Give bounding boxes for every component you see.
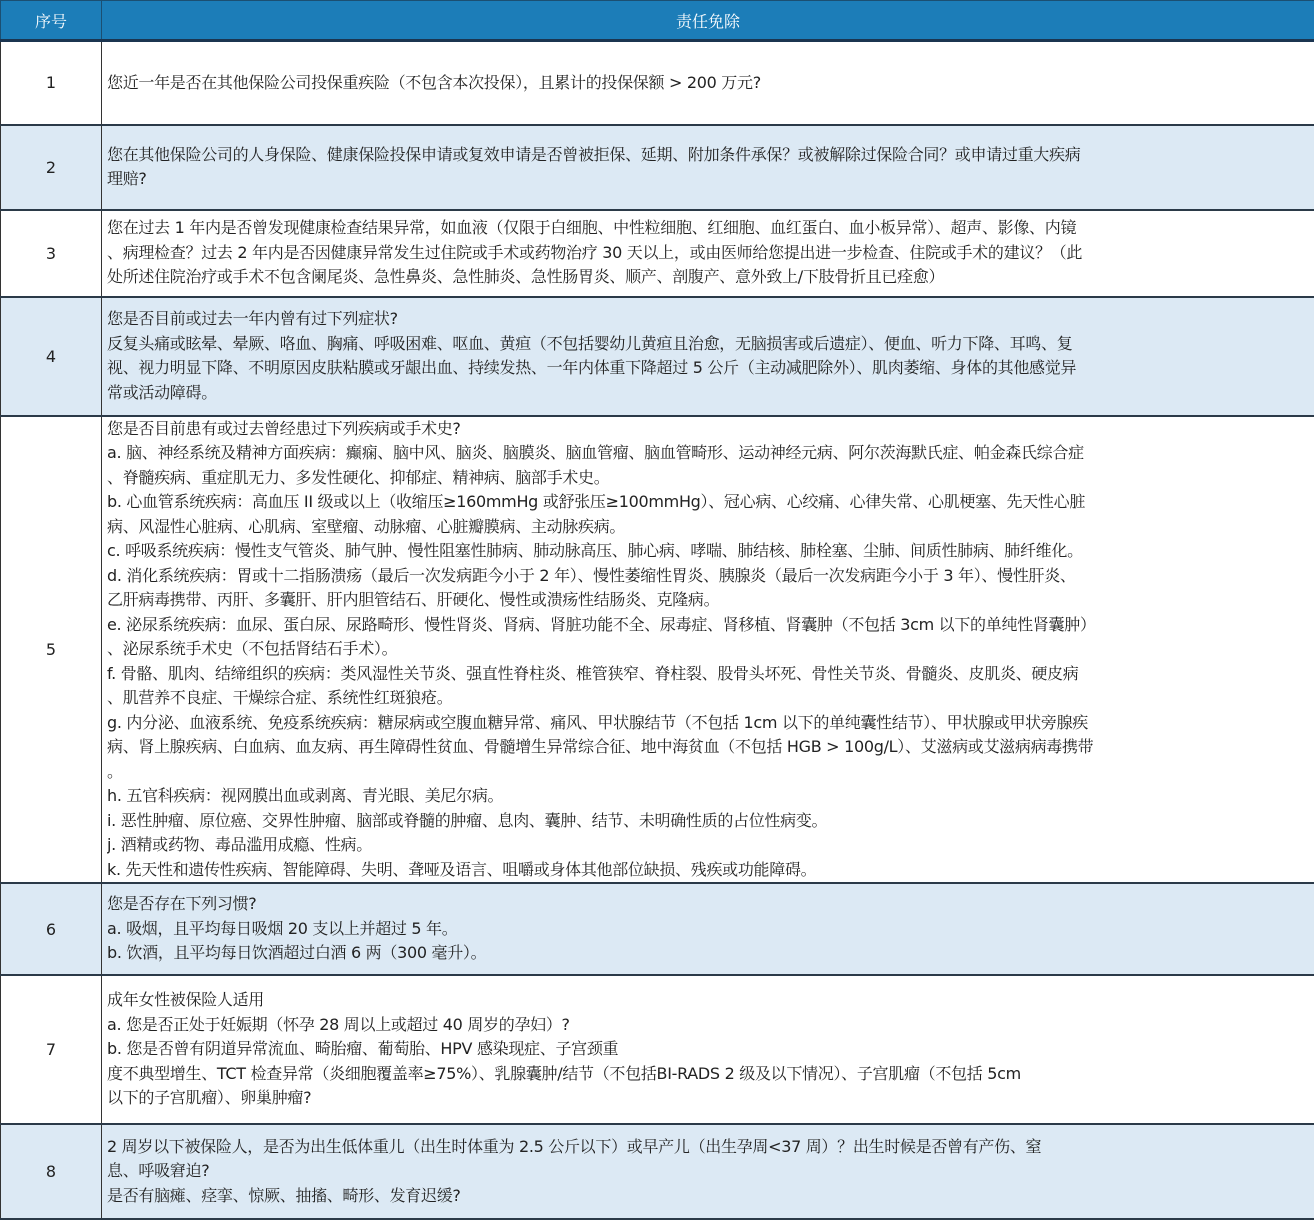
table-row (1, 1124, 1314, 1219)
content-line: 乙肝病毒携带、丙肝、多囊肝、肝内胆管结石、肝硬化、慢性或溃疡性结肠炎、克隆病。 (107, 588, 1310, 613)
content-line: b. 饮酒，且平均每日饮酒超过白酒 6 两（300 毫升）。 (107, 941, 1310, 966)
table-row (1, 41, 1314, 125)
table-row (1, 125, 1314, 210)
content-line: a. 脑、神经系统及精神方面疾病：癫痫、脑中风、脑炎、脑膜炎、脑血管瘤、脑血管畸形、运动神经元病、阿尔茨海默氏症、帕金森氏综合症 (107, 441, 1310, 466)
row-content (102, 297, 1314, 416)
content-line: j. 酒精或药物、毒品滥用成瘾、性病。 (107, 833, 1310, 858)
row-content (102, 975, 1314, 1124)
table-row (1, 975, 1314, 1124)
content-line: b. 您是否曾有阴道异常流血、畸胎瘤、葡萄胎、HPV 感染现症、子宫颈重 (107, 1037, 1310, 1062)
content-line: 反复头痛或眩晕、晕厥、咯血、胸痛、呼吸困难、呕血、黄疸（不包括婴幼儿黄疸且治愈，无脑损害或后遗症）、便血、听力下降、耳鸣、复 (107, 332, 1310, 357)
content-line: c. 呼吸系统疾病：慢性支气管炎、肺气肿、慢性阻塞性肺病、肺动脉高压、肺心病、哮喘、肺结核、肺栓塞、尘肺、间质性肺病、肺纤维化。 (107, 539, 1310, 564)
table-body (1, 41, 1314, 1220)
row-number: 5 (1, 416, 102, 884)
content-line: b. 心血管系统疾病：高血压 II 级或以上（收缩压≥160mmHg 或舒张压≥100mmHg）、冠心病、心绞痛、心律失常、心肌梗塞、先天性心脏 (107, 490, 1310, 515)
row-number: 1 (1, 41, 102, 125)
row-content (102, 210, 1314, 297)
row-number: 8 (1, 1124, 102, 1219)
content-line: 处所述住院治疗或手术不包含阑尾炎、急性鼻炎、急性肺炎、急性肠胃炎、顺产、剖腹产、意外致上/下肢骨折且已痊愈） (107, 265, 1310, 290)
content-line: g. 内分泌、血液系统、免疫系统疾病：糖尿病或空腹血糖异常、痛风、甲状腺结节（不包括 1cm 以下的单纯囊性结节）、甲状腺或甲状旁腺疾 (107, 711, 1310, 736)
row-content (102, 125, 1314, 210)
content-line: 度不典型增生、TCT 检查异常（炎细胞覆盖率≥75%）、乳腺囊肿/结节（不包括BI-RADS 2 级及以下情况）、子宫肌瘤（不包括 5cm (107, 1062, 1310, 1087)
row-content (102, 416, 1314, 884)
row-number: 7 (1, 975, 102, 1124)
content-line: 理赔? (107, 167, 1310, 192)
content-line: 您在其他保险公司的人身保险、健康保险投保申请或复效申请是否曾被拒保、延期、附加条件承保？或被解除过保险合同？或申请过重大疾病 (107, 143, 1310, 168)
content-line: 您是否存在下列习惯? (107, 892, 1310, 917)
content-line: a. 您是否正处于妊娠期（怀孕 28 周以上或超过 40 周岁的孕妇）? (107, 1013, 1310, 1038)
row-number: 6 (1, 883, 102, 975)
header-serial-number: 序号 (1, 1, 102, 41)
content-line: 以下的子宫肌瘤）、卵巢肿瘤? (107, 1086, 1310, 1111)
row-content (102, 1124, 1314, 1219)
table-row (1, 210, 1314, 297)
content-line: 、肌营养不良症、干燥综合症、系统性红斑狼疮。 (107, 686, 1310, 711)
row-number: 3 (1, 210, 102, 297)
content-line: e. 泌尿系统疾病：血尿、蛋白尿、尿路畸形、慢性肾炎、肾病、肾脏功能不全、尿毒症、肾移植、肾囊肿（不包括 3cm 以下的单纯性肾囊肿） (107, 613, 1310, 638)
content-line: 您近一年是否在其他保险公司投保重疾险（不包含本次投保），且累计的投保保额 > 200 万元? (107, 71, 1310, 96)
content-line: 病、肾上腺疾病、白血病、血友病、再生障碍性贫血、骨髓增生异常综合征、地中海贫血（不包括 HGB > 100g/L）、艾滋病或艾滋病病毒携带 (107, 735, 1310, 760)
content-line: 、泌尿系统手术史（不包括肾结石手术）。 (107, 637, 1310, 662)
table-row (1, 297, 1314, 416)
content-line: 您是否目前或过去一年内曾有过下列症状? (107, 307, 1310, 332)
header-exclusions: 责任免除 (102, 1, 1314, 41)
content-line: 、病理检查？过去 2 年内是否因健康异常发生过住院或手术或药物治疗 30 天以上，或由医师给您提出进一步检查、住院或手术的建议？（此 (107, 241, 1310, 266)
row-number: 2 (1, 125, 102, 210)
content-line: a. 吸烟，且平均每日吸烟 20 支以上并超过 5 年。 (107, 917, 1310, 942)
content-line: 。 (107, 760, 1310, 785)
content-line: i. 恶性肿瘤、原位癌、交界性肿瘤、脑部或脊髓的肿瘤、息肉、囊肿、结节、未明确性质的占位性病变。 (107, 809, 1310, 834)
content-line: 2 周岁以下被保险人，是否为出生低体重儿（出生时体重为 2.5 公斤以下）或早产儿（出生孕周<37 周）？出生时候是否曾有产伤、窒 (107, 1135, 1310, 1160)
content-line: 您在过去 1 年内是否曾发现健康检查结果异常，如血液（仅限于白细胞、中性粒细胞、红细胞、血红蛋白、血小板异常）、超声、影像、内镜 (107, 216, 1310, 241)
content-line: k. 先天性和遗传性疾病、智能障碍、失明、聋哑及语言、咀嚼或身体其他部位缺损、残疾或功能障碍。 (107, 858, 1310, 883)
table-row (1, 416, 1314, 884)
row-number: 4 (1, 297, 102, 416)
content-line: d. 消化系统疾病：胃或十二指肠溃疡（最后一次发病距今小于 2 年）、慢性萎缩性胃炎、胰腺炎（最后一次发病距今小于 3 年）、慢性肝炎、 (107, 564, 1310, 589)
row-content (102, 883, 1314, 975)
content-line: 、脊髓疾病、重症肌无力、多发性硬化、抑郁症、精神病、脑部手术史。 (107, 466, 1310, 491)
table-row (1, 883, 1314, 975)
content-line: 视、视力明显下降、不明原因皮肤粘膜或牙龈出血、持续发热、一年内体重下降超过 5 公斤（主动减肥除外）、肌肉萎缩、身体的其他感觉异 (107, 356, 1310, 381)
content-line: 成年女性被保险人适用 (107, 988, 1310, 1013)
content-line: 您是否目前患有或过去曾经患过下列疾病或手术史? (107, 417, 1310, 442)
content-line: h. 五官科疾病：视网膜出血或剥离、青光眼、美尼尔病。 (107, 784, 1310, 809)
table-header-row (1, 1, 1314, 41)
content-line: f. 骨骼、肌肉、结缔组织的疾病：类风湿性关节炎、强直性脊柱炎、椎管狭窄、脊柱裂、股骨头坏死、骨性关节炎、骨髓炎、皮肌炎、硬皮病 (107, 662, 1310, 687)
row-content (102, 41, 1314, 125)
content-line: 是否有脑瘫、痉挛、惊厥、抽搐、畸形、发育迟缓? (107, 1184, 1310, 1209)
content-line: 息、呼吸窘迫? (107, 1159, 1310, 1184)
content-line: 常或活动障碍。 (107, 381, 1310, 406)
content-line: 病、风湿性心脏病、心肌病、室壁瘤、动脉瘤、心脏瓣膜病、主动脉疾病。 (107, 515, 1310, 540)
